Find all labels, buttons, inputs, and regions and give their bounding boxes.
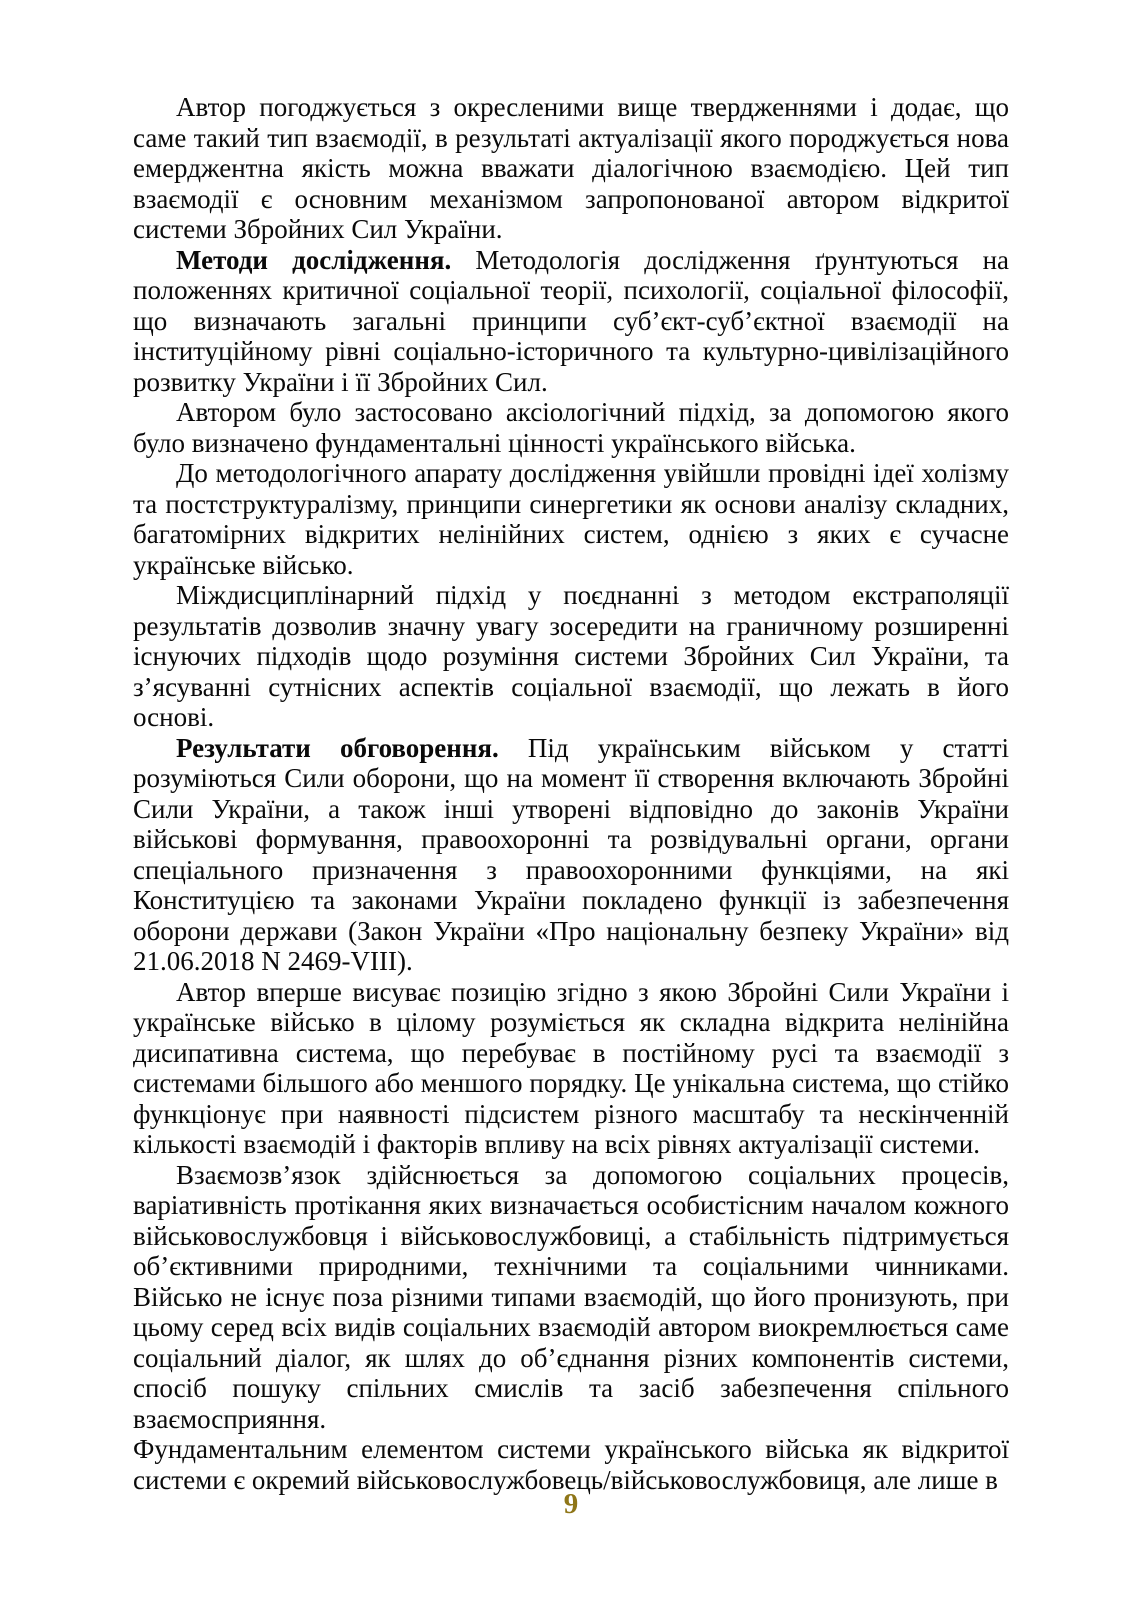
text-run: Взаємозв’язок здійснюється за допомогою соціальних процесів, варіативність протікання яких визначається особистісним началом кожного військовослужбовця і військовослужбовиці, а стабільність підтримується об’єктивними природними, технічними та соціальними чинниками. Військо не існує поза різними типами взаємодій, що його пронизують, при цьому серед всіх видів соціальних взаємодій автором виокремлюється саме соціальний діалог, як шлях до об’єднання різних компонентів системи, спосіб пошуку спільних смислів та засіб забезпечення спільного взаємосприяння. bbox=[133, 1159, 1009, 1434]
text-run: Під українським військом у статті розуміються Сили оборони, що на момент її створення включають Збройні Сили України, а також інші утворені відповідно до законів України військові формування, правоохоронні та розвідувальні органи, органи спеціального призначення з правоохоронними функціями, на які Конституцією та законами України покладено функції із забезпечення оборони держави (Закон України «Про національну безпеку України» від 21.06.2018 N 2469-VIII). bbox=[133, 732, 1009, 976]
paragraph bbox=[133, 92, 1009, 245]
text-run: Методологія дослідження ґрунтуються на положеннях критичної соціальної теорії, психології, соціальної філософії, що визначають загальні принципи суб’єкт-суб’єктної взаємодії на інституційному рівні соціально-історичного та культурно-цивілізаційного розвитку України і її Збройних Сил. bbox=[133, 244, 1009, 397]
paragraph bbox=[133, 977, 1009, 1160]
paragraph bbox=[133, 1160, 1009, 1435]
paragraph bbox=[133, 397, 1009, 458]
text-run: Автором було застосовано аксіологічний підхід, за допомогою якого було визначено фундаментальні цінності українського війська. bbox=[133, 397, 1009, 458]
paragraph bbox=[133, 733, 1009, 977]
text-run: До методологічного апарату дослідження увійшли провідні ідеї холізму та постструктуралізму, принципи синергетики як основи аналізу складних, багатомірних відкритих нелінійних систем, однією з яких є сучасне українське військо. bbox=[133, 458, 1009, 580]
text-run: Автор вперше висуває позицію згідно з якою Збройні Сили України і українське військо в цілому розуміється як складна відкрита нелінійна дисипативна система, що перебуває в постійному русі та взаємодії з системами більшого або меншого порядку. Це унікальна система, що стійко функціонує при наявності підсистем різного масштабу та нескінченній кількості взаємодій і факторів впливу на всіх рівнях актуалізації системи. bbox=[133, 976, 1009, 1159]
paragraph bbox=[133, 1434, 1009, 1495]
run-in-heading: Методи дослідження. bbox=[176, 244, 452, 275]
paragraph bbox=[133, 245, 1009, 398]
text-run: Автор погоджується з окресленими вище твердженнями і додає, що саме такий тип взаємодії, в результаті актуалізації якого породжується нова емерджентна якість можна вважати діалогічною взаємодією. Цей тип взаємодії є основним механізмом запропонованої автором відкритої системи Збройних Сил України. bbox=[133, 92, 1009, 244]
paragraph bbox=[133, 458, 1009, 580]
text-run: Міждисциплінарний підхід у поєднанні з методом екстраполяції результатів дозволив значну увагу зосередити на граничному розширенні існуючих підходів щодо розуміння системи Збройних Сил України, та з’ясуванні сутнісних аспектів соціальної взаємодії, що лежать в його основі. bbox=[133, 580, 1009, 732]
run-in-heading: Результати обговорення. bbox=[176, 732, 499, 763]
page-number: 9 bbox=[563, 1487, 579, 1520]
paragraph bbox=[133, 580, 1009, 733]
text-run: Фундаментальним елементом системи українського війська як відкритої системи є окремий військовослужбовець/військовослужбовиця, але лише в bbox=[133, 1434, 1009, 1495]
page-footer bbox=[0, 1489, 1142, 1520]
article-body bbox=[133, 92, 1009, 1495]
